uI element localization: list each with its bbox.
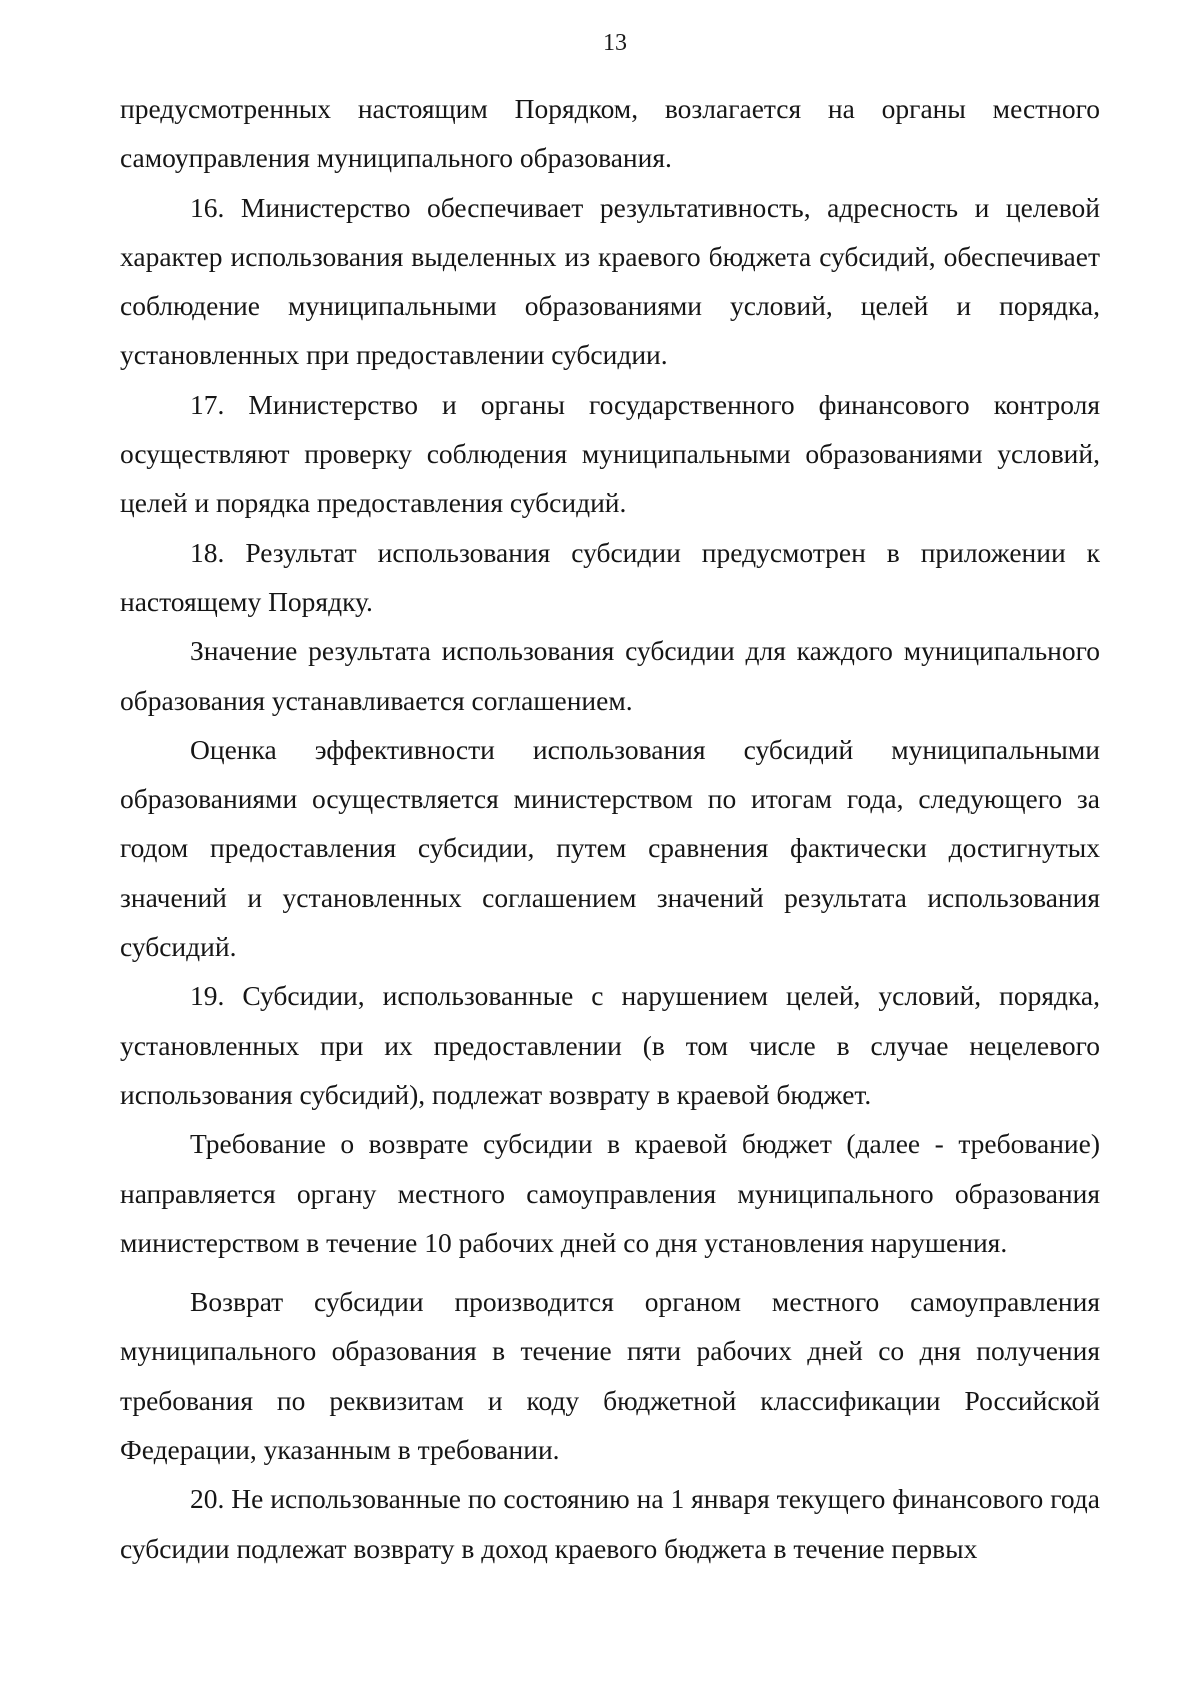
paragraph-17: 17. Министерство и органы государственного финансового контроля осуществляют проверку соблюдения муниципальными образованиями условий, целей и порядка предоставления субсидий. xyxy=(120,388,1100,519)
paragraph-19: 19. Субсидии, использованные с нарушением целей, условий, порядка, установленных при их предоставлении (в том числе в случае нецелевого использования субсидий), подлежат возврату в краевой бюджет. xyxy=(120,980,1100,1110)
document-body xyxy=(120,84,1100,1573)
paragraph-continuation: предусмотренных настоящим Порядком, возлагается на органы местного самоуправления муниципального образования. xyxy=(120,93,1100,174)
paragraph-19-requirement: Требование о возврате субсидии в краевой бюджет (далее - требование) направляется органу местного самоуправления муниципального образования министерством в течение 10 рабочих дней со дня установления нарушения. xyxy=(120,1128,1100,1258)
page-number: 13 xyxy=(603,30,627,56)
paragraph-16: 16. Министерство обеспечивает результативность, адресность и целевой характер использования выделенных из краевого бюджета субсидий, обеспечивает соблюдение муниципальными образованиями условий, целей и порядка, установленных при предоставлении субсидии. xyxy=(120,191,1100,371)
paragraph-19-return: Возврат субсидии производится органом местного самоуправления муниципального образования в течение пяти рабочих дней со дня получения требования по реквизитам и коду бюджетной классификации Российской Федерации, указанным в требовании. xyxy=(120,1286,1100,1466)
paragraph-18-efficiency: Оценка эффективности использования субсидий муниципальными образованиями осуществляется министерством по итогам года, следующего за годом предоставления субсидии, путем сравнения фактически достигнутых значений и установленных соглашением значений результата использования субсидий. xyxy=(120,733,1100,963)
paragraph-18-result-value: Значение результата использования субсидии для каждого муниципального образования устанавливается соглашением. xyxy=(120,635,1100,716)
paragraph-20: 20. Не использованные по состоянию на 1 января текущего финансового года субсидии подлежат возврату в доход краевого бюджета в течение первых xyxy=(120,1483,1100,1564)
paragraph-18: 18. Результат использования субсидии предусмотрен в приложении к настоящему Порядку. xyxy=(120,536,1100,617)
